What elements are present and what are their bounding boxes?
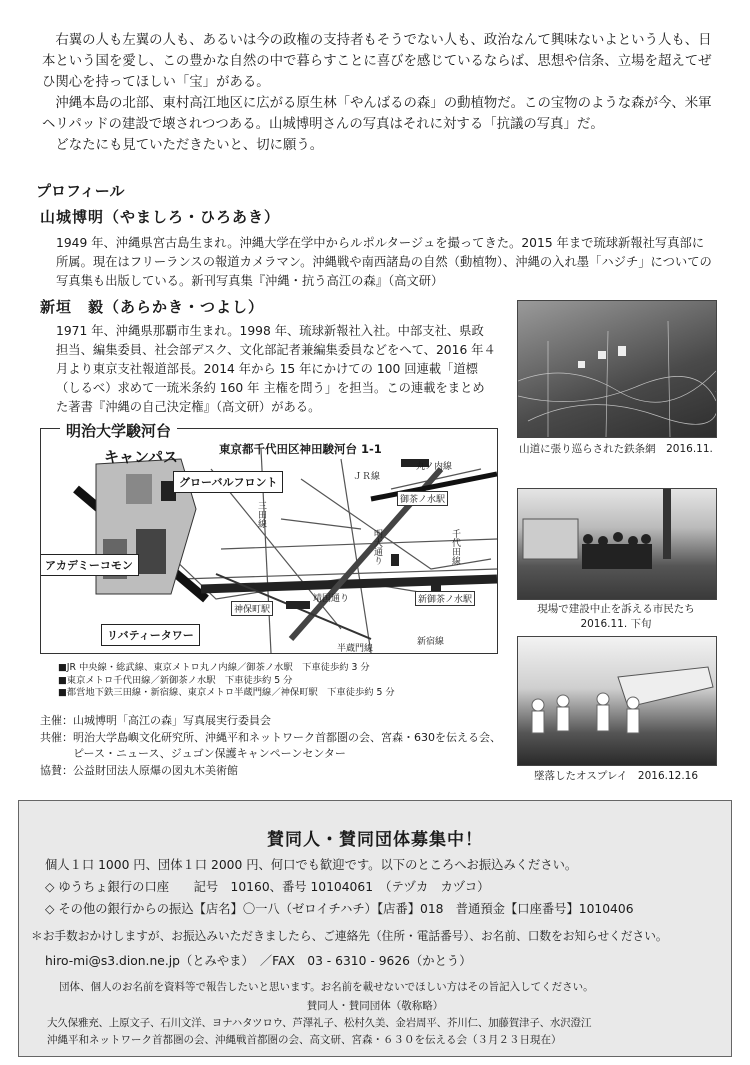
- map-mita-line: 三田線: [256, 501, 266, 528]
- map-shinjuku-line: 新宿線: [417, 637, 445, 647]
- organizers: [40, 713, 510, 779]
- appeal-contact: hiro-mi@s3.dion.ne.jp（とみやま） ／FAX 03 - 6310 - 9626（かとう）: [45, 954, 472, 968]
- host-label: 主催：: [40, 714, 73, 727]
- host: 山城博明「高江の森」写真展実行委員会: [73, 714, 271, 727]
- protesters-graphic: [518, 489, 716, 599]
- map-label-liberty-tower: リバティータワー: [101, 624, 200, 646]
- cohost-2: ピース・ニュース、ジュゴン保護キャンペーンセンター: [73, 747, 346, 760]
- map-meidai-street: 明大通り: [372, 529, 382, 565]
- appeal-note: 団体、個人のお名前を資料等で報告したいと思います。お名前を載せないでほしい方はその旨記入してください。: [59, 981, 594, 993]
- map-shinochanomizu-station: 新御茶ノ水駅: [415, 591, 475, 606]
- map-legend: [58, 662, 498, 700]
- map-ochanomizu-station: 御茶ノ水駅: [397, 491, 448, 506]
- map-marunouchi-line: 丸ノ内線: [416, 462, 453, 472]
- support-label: 協賛：: [40, 763, 73, 777]
- supporters-groups: 沖縄平和ネットワーク首都圏の会、沖縄戦首都圏の会、高文研、宮森・６３０を伝える会（３月２３日現在）: [47, 1034, 562, 1046]
- map-hanzomon-line: 半蔵門線: [337, 644, 374, 654]
- map-address: 東京都千代田区神田駿河台 1-1: [219, 442, 382, 456]
- photo-protesters: [517, 488, 717, 600]
- legend-line-2: ■東京メトロ千代田線／新御茶ノ水駅 下車徒歩約 5 分: [58, 674, 293, 686]
- barbed-wire-graphic: [518, 301, 716, 437]
- intro-paragraph-3: どなたにも見ていただきたいと、切に願う。: [55, 138, 324, 153]
- person1-name: 山城博明（やましろ・ひろあき）: [40, 208, 281, 226]
- appeal-bank-account: ◇ その他の銀行からの振込【店名】〇一八（ゼロイチハチ）【店番】018 普通預金【口座番号】1010406: [45, 902, 634, 916]
- map-yasukuni-street: 靖国通り: [313, 594, 350, 604]
- supporters-individuals: 大久保雅充、上原文子、石川文洋、ヨナハタツロウ、芦澤礼子、松村久美、金岩周平、芥川仁、加藤賀津子、水沢澄江: [47, 1017, 592, 1029]
- photo2-caption-line1: 現場で建設中止を訴える市民たち: [537, 603, 695, 615]
- person2-name: 新垣 毅（あらかき・つよし）: [40, 298, 265, 316]
- cohost-label: 共催：: [40, 730, 73, 744]
- intro-text: [42, 30, 720, 156]
- photo-osprey: [517, 636, 717, 766]
- intro-paragraph-1: 右翼の人も左翼の人も、あるいは今の政権の支持者もそうでない人も、政治なんて興味ないよという人も、日本という国を愛し、この豊かな自然の中で暮らすことに喜びを感じているならば、思想や信条、立場を超えてぜひ関心を持ってほしい「宝」がある。: [42, 33, 712, 90]
- profile-heading: プロフィール: [36, 182, 125, 200]
- intro-paragraph-2: 沖縄本島の北部、東村高江地区に広がる原生林「やんばるの森」の動植物だ。この宝物のような森が今、米軍ヘリパッドの建設で壊されつつある。山城博明さんの写真はそれに対する「抗議の写真」だ。: [42, 96, 712, 132]
- appeal-postal-account: ◇ ゆうちょ銀行の口座 記号 10160、番号 10104061 （テヅカ カヅコ）: [45, 880, 490, 894]
- map-label-global-front: グローバルフロント: [173, 471, 283, 493]
- map-campus-subtitle: キャンパス: [104, 448, 178, 466]
- person1-bio: 1949 年、沖縄県宮古島生まれ。沖縄大学在学中からルポルタージュを撮ってきた。2015 年まで琉球新報社写真部に所属。現在はフリーランスの報道カメラマン。沖縄戦や南西諸島の自然（動植物）、沖縄の入れ墨「ハジチ」についての写真集も出版している。新刊写真集『沖縄・抗う高江の森』（高文研）: [56, 236, 712, 288]
- support: 公益財団法人原爆の図丸木美術館: [73, 763, 238, 777]
- legend-line-3: ■都営地下鉄三田線・新宿線、東京メトロ半蔵門線／神保町駅 下車徒歩約 5 分: [58, 687, 395, 698]
- osprey-graphic: [518, 637, 716, 765]
- map-label-academy-common: アカデミーコモン: [40, 554, 139, 576]
- map-jr-line: ＪＲ線: [353, 472, 381, 482]
- map-title: 明治大学駿河台: [60, 420, 177, 441]
- appeal-notice: ＊お手数おかけしますが、お振込みいただきましたら、ご連絡先（住所・電話番号）、お名前、口数をお知らせください。: [31, 929, 668, 943]
- campus-map: [40, 428, 498, 654]
- photo3-caption: 墜落したオスプレイ 2016.12.16: [533, 770, 699, 782]
- photo1-caption: 山道に張り巡らされた鉄条網 2016.11.: [519, 443, 713, 455]
- photo2-caption-line2: 2016.11. 下旬: [580, 618, 652, 630]
- person2-bio: 1971 年、沖縄県那覇市生まれ。1998 年、琉球新報社入社。中部支社、県政担当、編集委員、社会部デスク、文化部記者兼編集委員などをへて、2016 年４月より東京支社報道部長。2014 年から 15 年にかけての 100 回連載「道標（しるべ）求めて一琉米条約 160 年 主権を問う」を担当。この連載をまとめた著書『沖縄の自己決定権』（高文研）がある。: [56, 324, 496, 414]
- map-jinbocho-station: 神保町駅: [231, 601, 273, 616]
- appeal-box: [18, 800, 732, 1057]
- supporters-heading: 賛同人・賛同団体（敬称略）: [306, 1000, 444, 1012]
- appeal-title: 賛同人・賛同団体募集中！: [267, 830, 483, 850]
- photo-barbed-wire: [517, 300, 717, 438]
- legend-line-1: ■JR 中央線・総武線、東京メトロ丸ノ内線／御茶ノ水駅 下車徒歩約 3 分: [58, 662, 370, 673]
- appeal-line-1: 個人１口 1000 円、団体１口 2000 円、何口でも歓迎です。以下のところへお振込みください。: [45, 858, 578, 872]
- cohost-1: 明治大学島嶼文化研究所、沖縄平和ネットワーク首都圏の会、宮森・630を伝える会、: [73, 730, 501, 744]
- map-chiyoda-line: 千代田線: [450, 529, 460, 565]
- photo2-caption: [510, 602, 722, 632]
